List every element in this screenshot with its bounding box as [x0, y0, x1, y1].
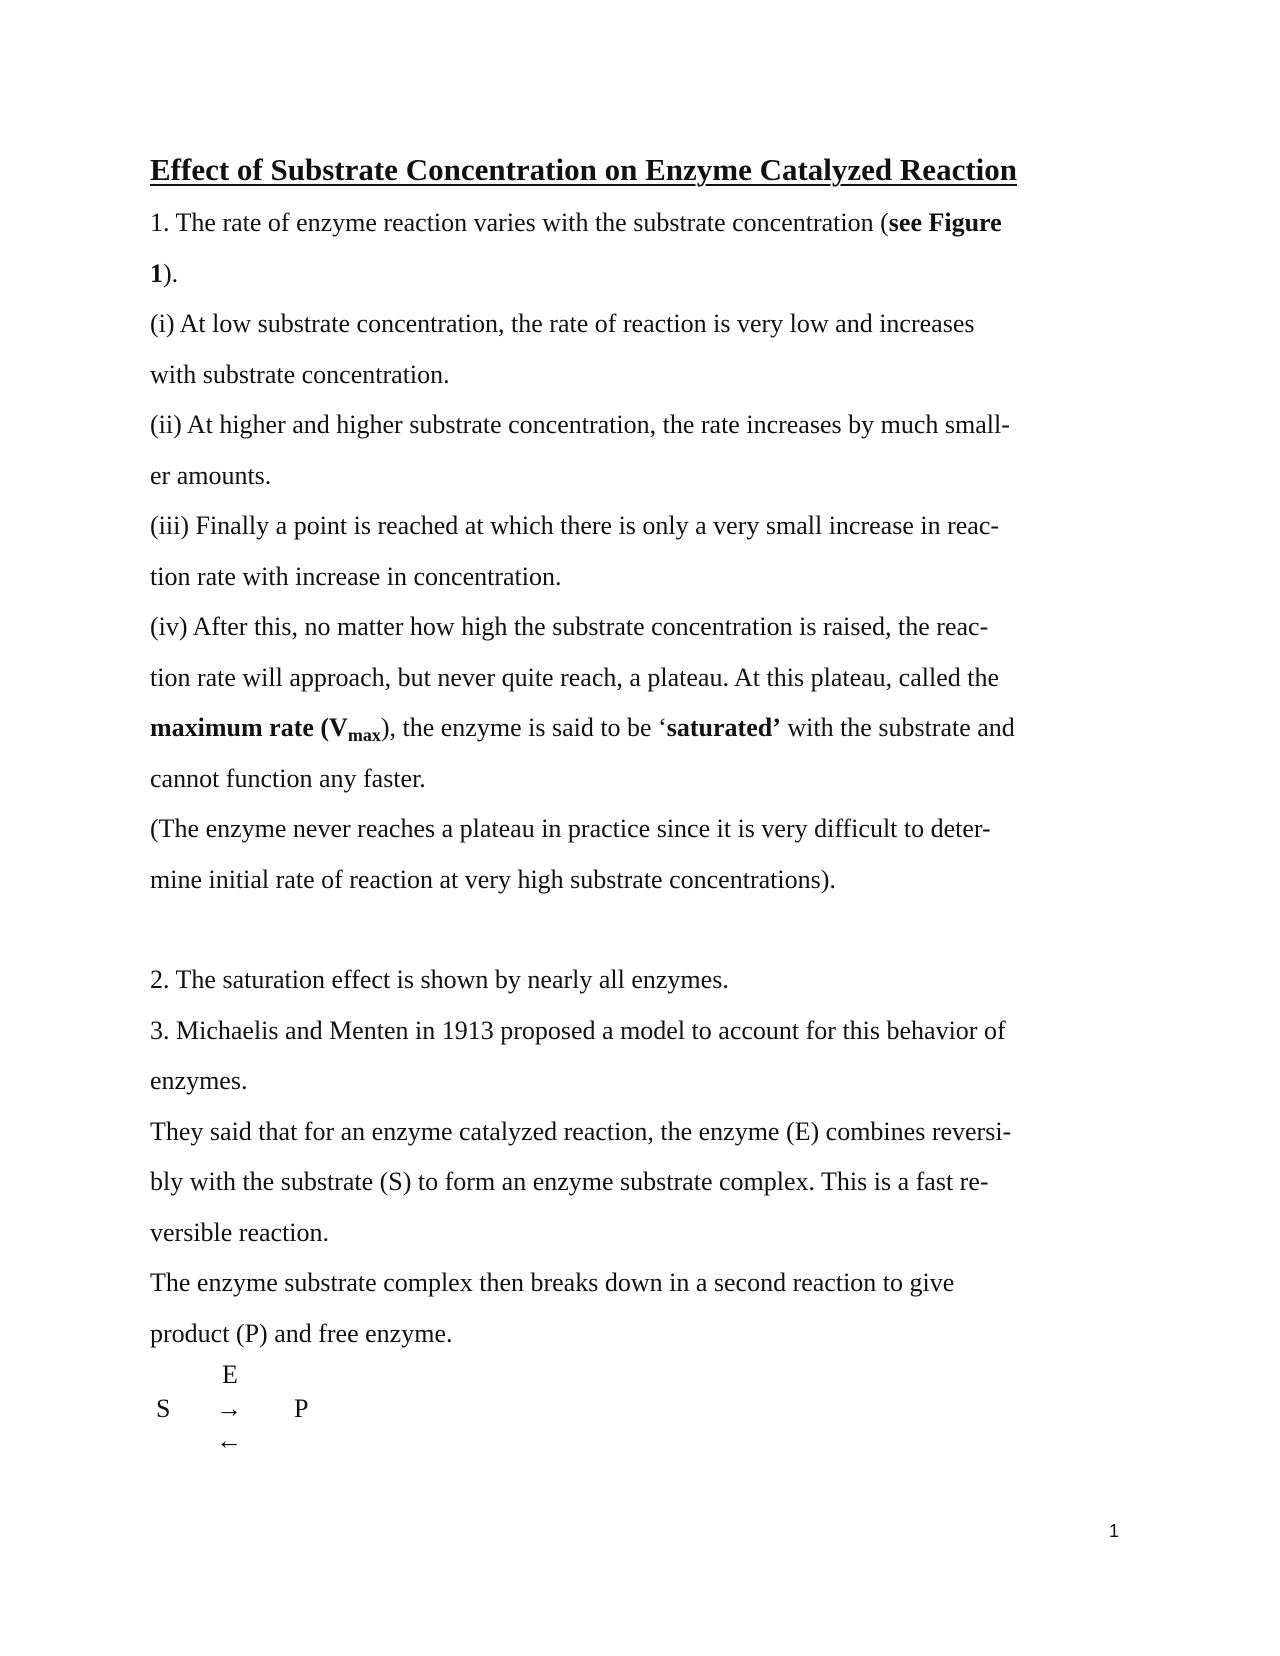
text-run: ).	[163, 258, 179, 288]
product-label: P	[294, 1394, 309, 1423]
point-iv-line-4: cannot function any faster.	[150, 763, 426, 793]
paragraph-4-line-3: versible reaction.	[150, 1217, 330, 1247]
reverse-arrow-icon: ←	[216, 1426, 242, 1455]
paragraph-3-line-1: 3. Michaelis and Menten in 1913 proposed a model to account for this behavior of	[150, 1015, 1006, 1045]
page-title: Effect of Substrate Concentration on Enzyme Catalyzed Reaction	[150, 152, 1018, 187]
point-i-line-1: (i) At low substrate concentration, the rate of reaction is very low and increases	[150, 309, 975, 338]
vmax-term: maximum rate (V	[150, 713, 348, 742]
reaction-equation	[150, 1360, 370, 1470]
paragraph-4-line-2: bly with the substrate (S) to form an enzyme substrate complex. This is a fast re-	[150, 1167, 989, 1196]
document-body	[150, 148, 1130, 1359]
text-run: ), the enzyme is said to be ‘	[380, 713, 667, 742]
paragraph-5-line-2: product (P) and free enzyme.	[150, 1318, 453, 1348]
point-ii-line-2: er amounts.	[150, 460, 272, 490]
figure-reference: see Figure	[888, 208, 1002, 237]
substrate-label: S	[156, 1394, 171, 1423]
catalyst-label: E	[222, 1360, 238, 1389]
point-iii-line-2: tion rate with increase in concentration.	[150, 561, 562, 591]
point-ii-line-1: (ii) At higher and higher substrate concentration, the rate increases by much small-	[150, 410, 1010, 439]
forward-arrow-icon: →	[216, 1394, 242, 1423]
point-iv-line-2: tion rate will approach, but never quite reach, a plateau. At this plateau, called the	[150, 662, 999, 692]
note-line-1: (The enzyme never reaches a plateau in practice since it is very difficult to deter-	[150, 814, 991, 843]
note-line-2: mine initial rate of reaction at very high substrate concentrations).	[150, 864, 836, 894]
page-number: 1	[1109, 1521, 1120, 1541]
point-i-line-2: with substrate concentration.	[150, 359, 450, 389]
paragraph-3-line-2: enzymes.	[150, 1066, 248, 1095]
point-iii-line-1: (iii) Finally a point is reached at which there is only a very small increase in reac-	[150, 511, 1000, 540]
paragraph-1-line-2	[150, 249, 1130, 300]
saturated-term: saturated’	[666, 713, 781, 742]
point-iv-line-1: (iv) After this, no matter how high the substrate concentration is raised, the reac-	[150, 612, 989, 641]
paragraph-1-line-1	[150, 198, 1130, 249]
text-run: with the substrate and	[780, 713, 1015, 742]
paragraph-4-line-1: They said that for an enzyme catalyzed reaction, the enzyme (E) combines reversi-	[150, 1116, 1012, 1146]
figure-reference-number: 1	[150, 258, 163, 288]
point-iv-line-3	[150, 703, 1130, 754]
text-run: 1. The rate of enzyme reaction varies with the substrate concentration (	[150, 208, 889, 237]
paragraph-2-line-1: 2. The saturation effect is shown by nearly all enzymes.	[150, 965, 729, 994]
paragraph-5-line-1: The enzyme substrate complex then breaks down in a second reaction to give	[150, 1268, 955, 1297]
vmax-subscript: max	[347, 725, 381, 745]
paragraph-spacer	[150, 905, 1130, 955]
